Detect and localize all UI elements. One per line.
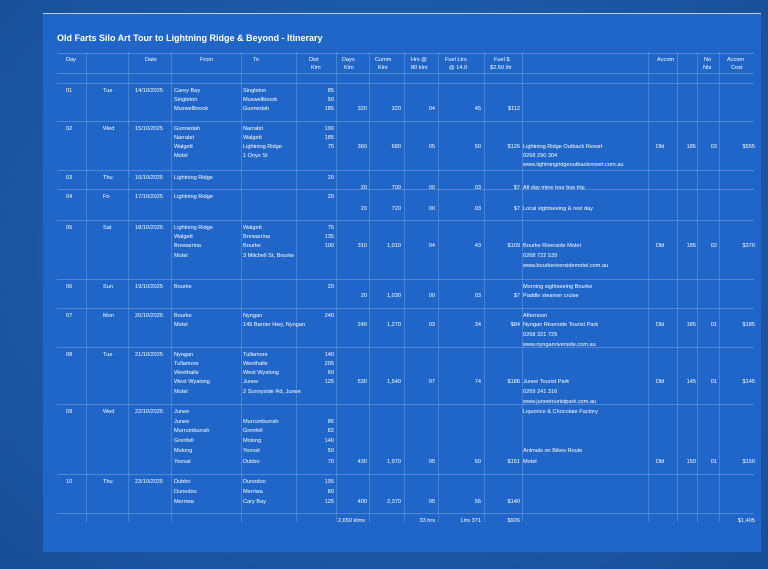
cell-cumm: 1,270: [387, 322, 401, 328]
grid-column: [171, 52, 172, 522]
cell-fuel-ltrs: 34: [474, 322, 481, 328]
cell-fuel-ltrs: 60: [474, 459, 481, 465]
header-fuel-dollars: Fuel $: [494, 57, 510, 63]
header-no: No: [704, 57, 712, 63]
cell-to: Singleton: [243, 88, 267, 94]
cell-cumm: 2,370: [387, 499, 401, 505]
cell-to: 3 Mitchell St, Bourke: [243, 253, 295, 259]
cell-fuel: $7: [513, 185, 520, 191]
cell-fuel: $7: [513, 206, 520, 212]
cell-notes: Lightning Ridge Outback Resort: [523, 144, 603, 150]
header-fuel-price: $2.50 /ltr: [490, 65, 512, 71]
cell-notes: 0268 290 304: [523, 153, 558, 159]
cell-hrs: 05: [428, 499, 435, 505]
cell-notes: www.lightningridgeoutbackresort.com.au: [523, 162, 624, 168]
total-accom: $1,405: [737, 518, 755, 524]
cell-notes: www.juneetouristpark.com.au: [523, 399, 597, 405]
cell-date: 17/10/2025: [135, 194, 163, 200]
cell-from: West Wyalong: [174, 379, 210, 385]
header-from: From: [200, 57, 214, 63]
cell-date: 21/10/2025: [135, 352, 163, 358]
cell-cost: $185: [742, 322, 755, 328]
cell-to: 1 Onyx St: [243, 153, 268, 159]
cell-from: Tullamore: [174, 361, 199, 367]
cell-dist: 140: [324, 352, 334, 358]
cell-dist: 240: [324, 313, 334, 319]
cell-dow: Wed: [103, 409, 115, 415]
cell-notes: Junee Tourist Park: [523, 379, 570, 385]
grid-column: [86, 52, 87, 522]
cell-to: Dunedoo: [243, 479, 266, 485]
cell-dist: 20: [327, 284, 334, 290]
cell-fuel: $126: [507, 144, 520, 150]
cell-to: Walgett: [243, 135, 262, 141]
cell-date: 20/10/2025: [135, 313, 163, 319]
cell-accom: Dbl: [656, 322, 665, 328]
cell-fuel-ltrs: 74: [474, 379, 481, 385]
cell-days: 20: [360, 185, 367, 191]
cell-to: Walgett: [243, 225, 262, 231]
cell-dist: 20: [327, 194, 334, 200]
grid-line: [57, 347, 754, 348]
grid-line: [57, 474, 754, 475]
cell-notes: Animals on Bikes Route: [523, 448, 583, 454]
cell-from: Motel: [174, 389, 188, 395]
cell-cost: $555: [742, 144, 755, 150]
cell-fuel-ltrs: 50: [474, 144, 481, 150]
cell-cumm: 1,540: [387, 379, 401, 385]
header-to: To: [253, 57, 259, 63]
cell-day: 02: [66, 126, 73, 132]
cell-day: 05: [66, 225, 73, 231]
cell-from: Molong: [174, 448, 193, 454]
cell-day: 03: [66, 175, 73, 181]
cell-fuel-ltrs: 45: [474, 106, 481, 112]
cell-to: Murrumburrah: [243, 419, 279, 425]
cell-from: Bourke: [174, 284, 192, 290]
header-hrs: Hrs @: [411, 57, 427, 63]
header-hrs-unit: 80 klm: [411, 65, 428, 71]
cell-to: Cary Bay: [243, 499, 267, 505]
cell-date: 18/10/2025: [135, 225, 163, 231]
grid-column: [404, 52, 405, 522]
grid-line: [57, 513, 754, 514]
cell-dist: 140: [324, 438, 334, 444]
cell-hrs: 00: [428, 185, 435, 191]
grid-line: [57, 83, 754, 84]
grid-column: [336, 52, 337, 522]
cell-fuel-ltrs: 43: [474, 243, 481, 249]
cell-from: Junee: [174, 419, 190, 425]
cell-date: 14/10/2025: [135, 88, 163, 94]
cell-cumm: 1,970: [387, 459, 401, 465]
cell-from: Nyngan: [174, 352, 194, 358]
cell-dist: 86: [327, 419, 334, 425]
cell-to: Tullamore: [243, 352, 268, 358]
grid-line: [57, 404, 754, 405]
cell-to: 2 Sunnyside Rd, Junee: [243, 389, 301, 395]
cell-notes: Afternoon: [523, 313, 548, 319]
cell-from: Brewarrina: [174, 243, 202, 249]
cell-dist: 70: [327, 459, 334, 465]
cell-to: Nyngan: [243, 313, 263, 319]
header-days: Days: [342, 57, 355, 63]
cell-hrs: 00: [428, 293, 435, 299]
header-date: Date: [145, 57, 157, 63]
grid-column: [128, 52, 129, 522]
cell-date: 22/10/2025: [135, 409, 163, 415]
cell-days: 20: [360, 206, 367, 212]
cell-hrs: 07: [428, 379, 435, 385]
grid-column: [369, 52, 370, 522]
cell-dist: 80: [327, 489, 334, 495]
cell-fuel: $7: [513, 293, 520, 299]
cell-days: 360: [357, 144, 367, 150]
header-nts: Nts: [703, 65, 712, 71]
cell-dow: Mon: [103, 313, 114, 319]
header-fuel-ltrs: Fuel Ltrs: [445, 57, 467, 63]
cell-to: Bourke: [243, 243, 261, 249]
cell-fuel: $186: [507, 379, 520, 385]
cell-hrs: 04: [428, 243, 435, 249]
cell-to: Gunnedah: [243, 106, 270, 112]
cell-from: Grenfell: [174, 438, 194, 444]
cell-to: West Wyalong: [243, 370, 279, 376]
cell-day: 06: [66, 284, 73, 290]
cell-dist: 60: [327, 370, 334, 376]
cell-dow: Tue: [103, 88, 113, 94]
cell-cumm: 720: [391, 206, 401, 212]
total-hrs: 33 hrs: [419, 518, 435, 524]
grid-line: [57, 189, 754, 190]
cell-hrs: 00: [428, 206, 435, 212]
cell-days: 400: [357, 499, 367, 505]
cell-notes: Local sightseeing & rest day: [523, 206, 593, 212]
cell-to: Merriwa: [243, 489, 263, 495]
cell-fuel: $112: [507, 106, 520, 112]
grid-line: [57, 220, 754, 221]
grid-line: [57, 308, 754, 309]
cell-day: 09: [66, 409, 73, 415]
cell-dow: Tue: [103, 352, 113, 358]
cell-accom: Dbl: [656, 243, 665, 249]
cell-dow: Thu: [103, 175, 113, 181]
cell-dow: Fri: [103, 194, 110, 200]
cell-dist: 82: [327, 428, 334, 434]
cell-hrs: 05: [428, 144, 435, 150]
cell-date: 15/10/2025: [135, 126, 163, 132]
grid-column: [484, 52, 485, 522]
cell-accom: Dbl: [656, 459, 665, 465]
cell-notes: Liquorice & Chocolate Factory: [523, 409, 598, 415]
cell-accom-rate: 185: [686, 243, 696, 249]
cell-from: Walgett: [174, 144, 193, 150]
cell-to: Junee: [243, 379, 259, 385]
cell-to: Dubbo: [243, 459, 260, 465]
total-ltrs: Ltrs 371: [460, 518, 481, 524]
cell-notes: Morning sightseeing Bourke: [523, 284, 593, 290]
cell-dist: 125: [324, 499, 334, 505]
cell-cumm: 700: [391, 185, 401, 191]
cell-from: Motel: [174, 253, 188, 259]
cell-notes: Nyngan Riverside Tourist Park: [523, 322, 599, 328]
cell-from: Walgett: [174, 234, 193, 240]
cell-dist: 20: [327, 175, 334, 181]
cell-fuel-ltrs: 03: [474, 206, 481, 212]
cell-from: Merriwa: [174, 499, 194, 505]
cell-to: 145 Barrier Hwy, Nyngan: [243, 322, 306, 328]
total-fuel: $926: [507, 518, 520, 524]
cell-dist: 125: [324, 379, 334, 385]
cell-dist: 100: [324, 243, 334, 249]
cell-to: Grenfell: [243, 428, 263, 434]
cell-notes: www.nynganriverside.com.au: [523, 342, 596, 348]
header-day: Day: [66, 57, 76, 63]
cell-dist: 50: [327, 448, 334, 454]
grid-line: [57, 53, 754, 54]
grid-line: [57, 279, 754, 280]
cell-date: 19/10/2025: [135, 284, 163, 290]
cell-to: Narrabri: [243, 126, 264, 132]
cell-notes: All day mine tour bus trip: [523, 185, 585, 191]
cell-from: Junee: [174, 409, 190, 415]
cell-dist: 85: [327, 88, 334, 94]
cell-from: Lightning Ridge: [174, 225, 213, 231]
cell-hrs: 05: [428, 459, 435, 465]
cell-from: Singleton: [174, 97, 198, 103]
cell-nts: 03: [710, 144, 717, 150]
cell-accom-rate: 145: [686, 379, 696, 385]
cell-dist: 50: [327, 97, 334, 103]
cell-hrs: 04: [428, 106, 435, 112]
itinerary-title: Old Farts Silo Art Tour to Lightning Ridge & Beyond - Itinerary: [57, 33, 323, 43]
cell-day: 01: [66, 88, 73, 94]
cell-accom-rate: 185: [686, 322, 696, 328]
header-fuel-ltrs-rate: @ 14.0: [449, 65, 468, 71]
cell-fuel: $84: [510, 322, 520, 328]
cell-day: 08: [66, 352, 73, 358]
cell-cost: $145: [742, 379, 755, 385]
cell-from: Muswellbrook: [174, 106, 209, 112]
cell-dist: 135: [324, 234, 334, 240]
cell-to: Brewarrina: [243, 234, 271, 240]
cell-dow: Sat: [103, 225, 112, 231]
cell-date: 16/10/2025: [135, 175, 163, 181]
cell-day: 10: [66, 479, 73, 485]
cell-notes: 0268 321 729: [523, 332, 558, 338]
cell-nts: 02: [710, 243, 717, 249]
cell-cumm: 1,030: [387, 293, 401, 299]
cell-dow: Sun: [103, 284, 113, 290]
cell-days: 430: [357, 459, 367, 465]
cell-from: Yeoval: [174, 459, 191, 465]
cell-date: 23/10/2025: [135, 479, 163, 485]
cell-from: Weethalle: [174, 370, 199, 376]
header-dist-unit: Klm: [311, 65, 321, 71]
cell-fuel-ltrs: 56: [474, 499, 481, 505]
cell-to: Yeoval: [243, 448, 260, 454]
cell-fuel: $151: [507, 459, 520, 465]
cell-from: Narrabri: [174, 135, 195, 141]
grid-line: [57, 73, 754, 74]
grid-column: [697, 52, 698, 522]
cell-from: Carey Bay: [174, 88, 201, 94]
cell-nts: 01: [710, 459, 717, 465]
cell-dow: Thu: [103, 479, 113, 485]
cell-from: Gunnedah: [174, 126, 201, 132]
cell-from: Dunedoo: [174, 489, 197, 495]
header-cost: Cost: [731, 65, 743, 71]
cell-notes: Bourke Riverside Motel: [523, 243, 581, 249]
grid-line: [57, 170, 754, 171]
cell-fuel-ltrs: 03: [474, 293, 481, 299]
cell-days: 310: [357, 243, 367, 249]
cell-cumm: 680: [391, 144, 401, 150]
cell-dist: 185: [324, 135, 334, 141]
cell-from: Bourke: [174, 313, 192, 319]
cell-dist: 205: [324, 361, 334, 367]
grid-line: [57, 121, 754, 122]
cell-days: 240: [357, 322, 367, 328]
cell-notes: Paddle steamer cruise: [523, 293, 579, 299]
cell-dist: 100: [324, 126, 334, 132]
cell-fuel: $109: [507, 243, 520, 249]
header-cumm: Cumm: [375, 57, 392, 63]
cell-dist: 185: [324, 106, 334, 112]
grid-column: [241, 52, 242, 522]
cell-to: Muswellbrook: [243, 97, 278, 103]
total-kms: 2,650 klms: [338, 518, 366, 524]
cell-dist: 195: [324, 479, 334, 485]
cell-from: Lightning Ridge: [174, 175, 213, 181]
cell-from: Motel: [174, 322, 188, 328]
header-accom-cost: Accom: [727, 57, 745, 63]
cell-days: 530: [357, 379, 367, 385]
grid-column: [438, 52, 439, 522]
cell-from: Lightning Ridge: [174, 194, 213, 200]
cell-accom-rate: 150: [686, 459, 696, 465]
header-cumm-unit: Klm: [378, 65, 388, 71]
grid-column: [677, 52, 678, 522]
cell-cost: $150: [742, 459, 755, 465]
cell-dist: 75: [327, 225, 334, 231]
cell-nts: 01: [710, 379, 717, 385]
cell-hrs: 03: [428, 322, 435, 328]
cell-from: Motel: [174, 153, 188, 159]
cell-fuel-ltrs: 03: [474, 185, 481, 191]
cell-to: Lightning Ridge: [243, 144, 282, 150]
cell-cumm: 1,010: [387, 243, 401, 249]
cell-notes: Motel: [523, 459, 537, 465]
cell-notes: 0269 241 316: [523, 389, 558, 395]
cell-days: 20: [360, 293, 367, 299]
header-days-unit: Klm: [344, 65, 354, 71]
cell-notes: 0268 722 539: [523, 253, 558, 259]
grid-column: [719, 52, 720, 522]
cell-notes: www.bourkeriversidemotel.com.au: [523, 263, 609, 269]
cell-from: Dubbo: [174, 479, 191, 485]
cell-accom: Dbl: [656, 144, 665, 150]
header-dist: Dist: [309, 57, 319, 63]
cell-nts: 01: [710, 322, 717, 328]
cell-to: Weethalle: [243, 361, 268, 367]
cell-fuel: $140: [507, 499, 520, 505]
cell-dow: Wed: [103, 126, 115, 132]
cell-cost: $370: [742, 243, 755, 249]
cell-accom: Dbl: [656, 379, 665, 385]
cell-day: 04: [66, 194, 73, 200]
cell-day: 07: [66, 313, 73, 319]
cell-accom-rate: 185: [686, 144, 696, 150]
cell-from: Murrumburrah: [174, 428, 210, 434]
cell-days: 320: [357, 106, 367, 112]
grid-column: [648, 52, 649, 522]
cell-to: Molong: [243, 438, 262, 444]
cell-dist: 75: [327, 144, 334, 150]
header-accom: Accom: [657, 57, 675, 63]
cell-cumm: 320: [391, 106, 401, 112]
